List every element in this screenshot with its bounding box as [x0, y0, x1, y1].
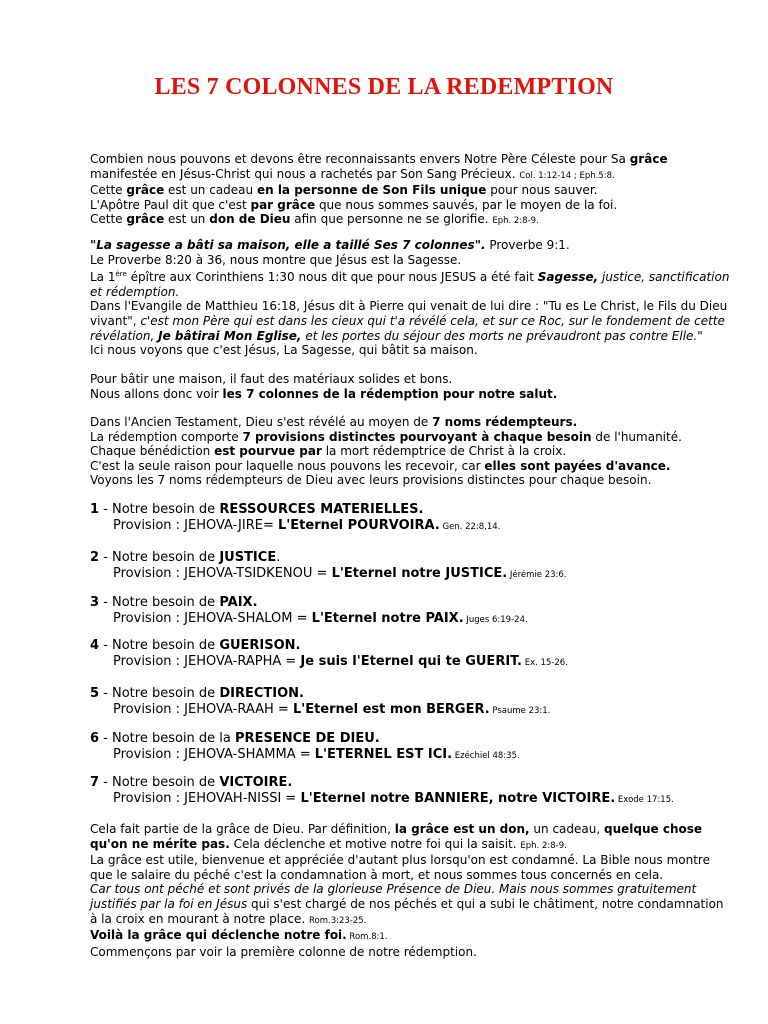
reference: Eph. 2:8-9.	[520, 840, 567, 851]
provision-label: Provision : JEHOVA-SHALOM =	[113, 611, 312, 626]
superscript: ère	[115, 270, 127, 279]
text: épître aux Corinthiens 1:30 nous dit que pour nous JESUS a été fait	[126, 270, 538, 285]
provision-label: Provision : JEHOVAH-NISSI =	[113, 791, 301, 806]
text: Cela fait partie de la grâce de Dieu. Par définition,	[90, 822, 395, 836]
text-bold: les 7 colonnes de la rédemption pour notre salut.	[222, 386, 558, 401]
provision-result: L'ETERNEL EST ICI.	[314, 747, 453, 762]
text: manifestée en Jésus-Christ qui nous a rachetés par Son Sang Précieux.	[90, 166, 520, 181]
reference: Jérémie 23:6.	[507, 570, 567, 580]
text: Dans l'Evangile de Matthieu 16:18, Jésus dit à Pierre qui venait de lui dire : "Tu es Le Christ, le Fils du Dieu vivant",	[90, 299, 728, 328]
text: Le Proverbe 8:20 à 36, nous montre que Jésus est la Sagesse.	[90, 252, 462, 267]
reference: Eph. 2:8-9.	[492, 216, 539, 227]
reference: Col. 1:12-14 ; Eph.5:8.	[519, 170, 615, 181]
text: Chaque bénédiction	[90, 444, 215, 459]
text: - Notre besoin de	[99, 550, 220, 565]
text: .	[276, 550, 281, 565]
grace-paragraph	[90, 822, 730, 959]
text-italic: et les portes du séjour des morts ne prévaudront pas contre Elle."	[301, 328, 703, 343]
reference: Gen. 22:8,14.	[439, 522, 501, 532]
text-bold: 7 provisions distinctes pourvoyant à chaque besoin	[242, 429, 592, 444]
text-bold: don de Dieu	[209, 212, 291, 227]
provision-result: L'Eternel notre JUSTICE.	[331, 566, 508, 581]
item-number: 5	[90, 686, 100, 701]
text: Dans l'Ancien Testament, Dieu s'est révélé au moyen de	[90, 415, 433, 429]
text-bold: en la personne de Son Fils unique	[256, 183, 487, 198]
page-title: LES 7 COLONNES DE LA REDEMPTION	[154, 74, 614, 100]
item-number: 2	[90, 550, 100, 565]
text: L'Apôtre Paul dit que c'est	[90, 197, 251, 212]
text-bold: Voilà la grâce qui déclenche notre foi.	[90, 928, 347, 943]
text: - Notre besoin de la	[99, 731, 236, 746]
reference: Psaume 23:1.	[489, 706, 551, 716]
text-bold: grâce	[629, 152, 668, 166]
text: Cette	[90, 183, 127, 198]
provision-label: Provision : JEHOVA-JIRE=	[113, 518, 279, 533]
item-number: 7	[90, 775, 100, 790]
text-bold: 7 noms rédempteurs.	[432, 415, 578, 429]
text: de l'humanité.	[591, 429, 682, 444]
provision-result: L'Eternel est mon BERGER.	[292, 702, 490, 717]
text: La grâce est utile, bienvenue et appréciée d'autant plus lorsqu'on est condamné. La Bible nous montre que le salaire du péché c'est la condamnation à mort, et nous sommes tous concernés en cela.	[90, 853, 710, 882]
intro-paragraph	[90, 152, 730, 229]
text: est un	[164, 212, 210, 227]
text: C'est la seule raison pour laquelle nous pouvons les recevoir, car	[90, 458, 485, 473]
provision-label: Provision : JEHOVA-SHAMMA =	[113, 747, 315, 762]
text: Voyons les 7 noms rédempteurs de Dieu avec leurs provisions distinctes pour chaque besoin.	[90, 473, 652, 488]
item-number: 4	[90, 638, 100, 653]
provision-label: Provision : JEHOVA-TSIDKENOU =	[113, 566, 332, 581]
text: un cadeau,	[529, 822, 604, 836]
need-label: PRESENCE DE DIEU.	[235, 731, 380, 746]
text: Commençons par voir la première colonne de notre rédemption.	[90, 944, 477, 959]
redemption-item	[90, 638, 750, 671]
text: Pour bâtir une maison, il faut des matériaux solides et bons.	[90, 372, 453, 386]
need-label: RESSOURCES MATERIELLES.	[219, 502, 424, 517]
text: - Notre besoin de	[99, 595, 220, 610]
ancient-testament-paragraph	[90, 415, 730, 488]
reference: Exode 17:15.	[615, 795, 674, 805]
need-label: DIRECTION.	[219, 686, 304, 701]
redemption-item	[90, 775, 750, 808]
text: la mort rédemptrice de Christ à la croix.	[321, 444, 567, 459]
text-italic: c'est mon Père qui est dans les cieux qui t'a révélé cela, et sur ce Roc, sur le fondement de cette révélation,	[90, 313, 725, 343]
text: - Notre besoin de	[99, 502, 220, 517]
text-italic: justice, sanctification et rédemption.	[90, 270, 730, 299]
reference: Rom.8:1.	[346, 932, 388, 943]
redemption-item	[90, 595, 750, 628]
redemption-item	[90, 550, 750, 583]
need-label: JUSTICE	[219, 550, 277, 565]
text: Cela déclenche et motive notre foi qui la saisit.	[229, 836, 521, 851]
text: est un cadeau	[164, 183, 257, 198]
text: Cette	[90, 212, 127, 227]
text: Ici nous voyons que c'est Jésus, La Sagesse, qui bâtit sa maison.	[90, 343, 478, 358]
text: La rédemption comporte	[90, 429, 243, 444]
text-bold: grâce	[126, 212, 165, 227]
text-bold-italic: Je bâtirai Mon Eglise,	[158, 328, 302, 343]
item-number: 6	[90, 731, 100, 746]
reference: Juges 6:19-24.	[463, 615, 528, 625]
text-bold: quelque chose qu'on ne mérite pas.	[90, 822, 703, 851]
text-bold: la grâce est un don,	[394, 822, 530, 836]
text: - Notre besoin de	[99, 686, 220, 701]
reference: Ezéchiel 48:35.	[452, 751, 520, 761]
text: Combien nous pouvons et devons être reconnaissants envers Notre Père Céleste pour Sa	[90, 152, 630, 166]
provision-result: Je suis l'Eternel qui te GUERIT.	[300, 654, 522, 669]
build-paragraph	[90, 372, 730, 401]
text-bold: est pourvue par	[214, 444, 322, 459]
text: afin que personne ne se glorifie.	[290, 212, 493, 227]
text-bold: par grâce	[250, 197, 316, 212]
provision-result: L'Eternel POURVOIRA.	[278, 518, 440, 533]
item-number: 1	[90, 502, 100, 517]
wisdom-paragraph	[90, 238, 730, 358]
text: - Notre besoin de	[99, 775, 220, 790]
text-bold: grâce	[126, 183, 165, 198]
reference: Proverbe 9:1.	[485, 238, 570, 252]
provision-label: Provision : JEHOVA-RAPHA =	[113, 654, 301, 669]
text-italic: Car tous ont péché et sont privés de la glorieuse Présence de Dieu. Mais nous sommes gratuitement justifiés par la foi en Jésus	[90, 882, 697, 911]
text: La 1	[90, 270, 116, 285]
reference: Rom.3:23-25.	[308, 915, 367, 926]
reference: Ex. 15-26.	[522, 658, 568, 668]
proverb-quote: "La sagesse a bâti sa maison, elle a taillé Ses 7 colonnes".	[90, 238, 486, 252]
redemption-item	[90, 686, 750, 719]
redemption-item	[90, 502, 750, 535]
need-label: PAIX.	[219, 595, 258, 610]
text: - Notre besoin de	[99, 638, 220, 653]
text-bold: elles sont payées d'avance.	[484, 458, 671, 473]
text: Nous allons donc voir	[90, 386, 223, 401]
provision-result: L'Eternel notre BANNIERE, notre VICTOIRE.	[300, 791, 616, 806]
item-number: 3	[90, 595, 100, 610]
redemption-item	[90, 731, 750, 764]
text-bold-italic: Sagesse,	[537, 270, 599, 285]
provision-result: L'Eternel notre PAIX.	[311, 611, 464, 626]
need-label: VICTOIRE.	[219, 775, 293, 790]
provision-label: Provision : JEHOVA-RAAH =	[113, 702, 293, 717]
text: qui s'est chargé de nos péchés et qui a subi le châtiment, notre condamnation à la croix en mourant à notre place.	[90, 896, 724, 926]
need-label: GUERISON.	[219, 638, 301, 653]
text: pour nous sauver.	[486, 183, 598, 198]
text: que nous sommes sauvés, par le moyen de la foi.	[315, 197, 618, 212]
